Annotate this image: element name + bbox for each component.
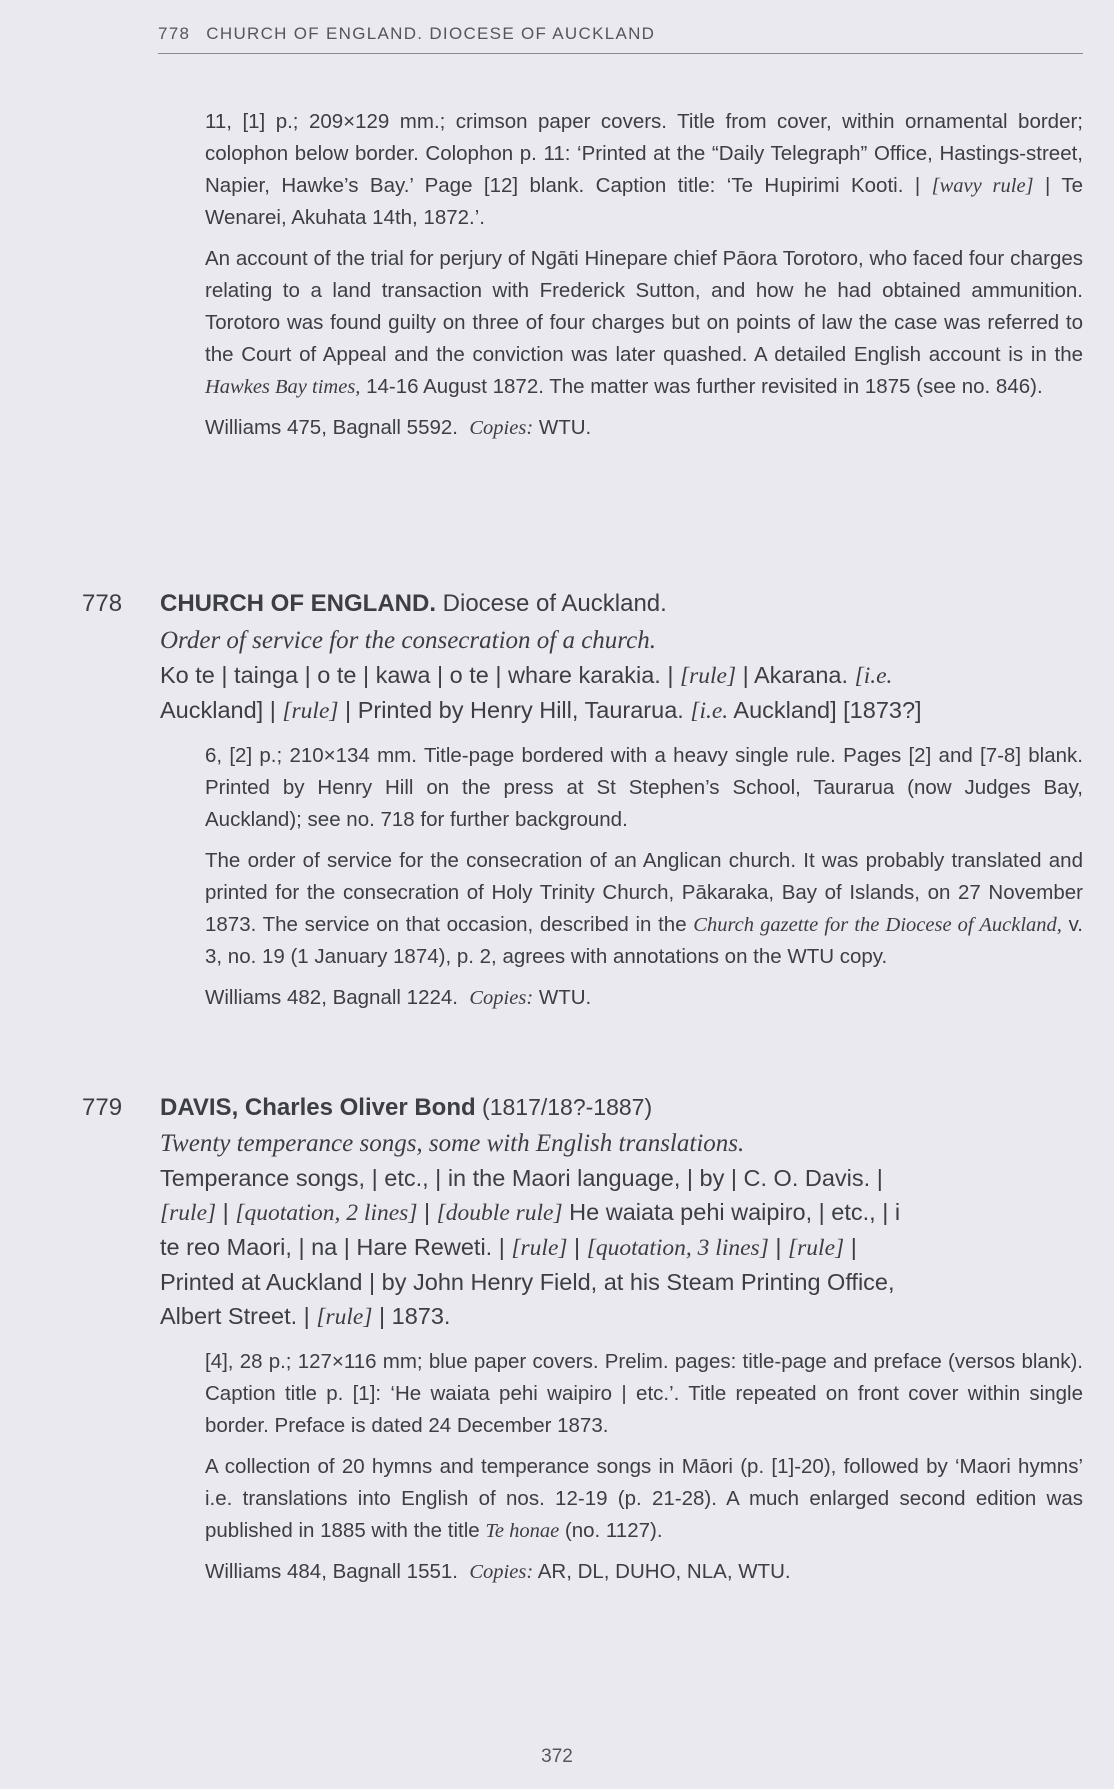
page-number: 372 bbox=[541, 1746, 573, 1767]
e779-refs-text: Williams 484, Bagnall 1551. bbox=[205, 1560, 458, 1583]
entry-779-heading bbox=[82, 1090, 1092, 1125]
running-head-number: 778 bbox=[158, 24, 191, 43]
prev-refs-text: Williams 475, Bagnall 5592. bbox=[205, 416, 458, 439]
prev-collation-text: 11, [1] p.; 209×129 mm.; crimson paper covers. Title from cover, within ornamental border; colophon below border. Colophon p. 11: ‘Printed at the “Daily Telegraph” Office, Hastings-street, Napier, Hawke’s Bay.’ Page [12] blank. Caption title: ‘Te Hupirimi Kooti. | bbox=[205, 110, 1083, 197]
running-head bbox=[158, 24, 1083, 54]
e778-refs-text: Williams 482, Bagnall 1224. bbox=[205, 986, 458, 1009]
e778-t2a: Auckland] | bbox=[160, 697, 283, 723]
e778-copies-label: Copies: bbox=[469, 987, 534, 1009]
entry-779-dates: (1817/18?-1887) bbox=[475, 1094, 653, 1120]
prev-note-text: An account of the trial for perjury of Ngāti Hinepare chief Pāora Torotoro, who faced four charges relating to a land transaction with Frederick Sutton, and how he had obtained ammunition. Torotoro was found guilty on three of four charges but on points of law the case was referred to the Court of Appeal and the conviction was later quashed. A detailed English account is in the bbox=[205, 247, 1083, 366]
e778-note-ital: Church gazette for the Diocese of Auckland, bbox=[693, 914, 1062, 936]
entry-778-collation: 6, [2] p.; 210×134 mm. Title-page bordered with a heavy single rule. Pages [2] and [7-8] blank. Printed by Henry Hill on the press at St Stephen’s School, Taurarua (now Judges Bay, Auckland); see no. 718 for further background. bbox=[205, 744, 1083, 831]
e779-t3a: te reo Maori, | na | Hare Reweti. | bbox=[160, 1234, 512, 1260]
e778-note-text: The order of service for the consecration of an Anglican church. It was probably translated and printed for the consecration of Holy Trinity Church, Pākaraka, Bay of Islands, on 27 November 1873. The service on that occasion, described in the bbox=[205, 849, 1083, 936]
e778-t2c: Auckland] [1873?] bbox=[728, 697, 922, 723]
e778-t1-ie: [i.e. bbox=[854, 663, 893, 689]
entry-779-collation: [4], 28 p.; 127×116 mm; blue paper covers. Prelim. pages: title-page and preface (versos blank). Caption title p. [1]: ‘He waiata pehi waipiro | etc.’. Title repeated on front cover within single border. Preface is dated 24 December 1873. bbox=[205, 1350, 1083, 1437]
e779-t3c: | bbox=[768, 1234, 789, 1260]
e779-t3-rule-2: [rule] bbox=[788, 1235, 845, 1261]
entry-778-title-block bbox=[160, 624, 1090, 728]
e779-copies-label: Copies: bbox=[469, 1561, 534, 1583]
e779-t2-double-rule: [double rule] bbox=[436, 1200, 563, 1226]
prev-note-ital: Hawkes Bay times, bbox=[205, 376, 361, 398]
prev-copies: WTU. bbox=[533, 416, 592, 439]
entry-778-refs bbox=[205, 982, 1083, 1014]
e779-t2a: | bbox=[216, 1199, 236, 1225]
e779-t3b: | bbox=[567, 1234, 587, 1260]
e779-t5b: | 1873. bbox=[372, 1303, 451, 1329]
e778-copies: WTU. bbox=[533, 986, 592, 1009]
prev-entry-description bbox=[205, 106, 1083, 453]
e778-t1: Ko te | tainga | o te | kawa | o te | whare karakia. | bbox=[160, 662, 680, 688]
entry-779-title-block bbox=[160, 1127, 1090, 1334]
e779-t3-rule: [rule] bbox=[511, 1235, 568, 1261]
entry-778-transcription-2 bbox=[160, 693, 1090, 728]
entry-779-description bbox=[205, 1346, 1083, 1597]
prev-collation-end: | Te Wenarei, Akuhata 14th, 1872.’. bbox=[205, 174, 1084, 229]
entry-779-refs bbox=[205, 1556, 1083, 1588]
entry-778-subheading: Diocese of Auckland. bbox=[436, 590, 667, 617]
prev-collation-ital: [wavy rule] bbox=[931, 175, 1034, 197]
prev-refs bbox=[205, 412, 1083, 444]
entry-779-name: DAVIS, Charles Oliver Bond bbox=[160, 1094, 476, 1121]
entry-778-note bbox=[205, 845, 1083, 973]
entry-779-note bbox=[205, 1451, 1083, 1547]
e778-t2-ie: [i.e. bbox=[690, 698, 729, 724]
prev-collation bbox=[205, 106, 1083, 234]
e779-t5a: Albert Street. | bbox=[160, 1303, 317, 1329]
entry-779-transcription-4: Printed at Auckland | by John Henry Field, at his Steam Printing Office, bbox=[160, 1269, 895, 1295]
e779-note-text: A collection of 20 hymns and temperance songs in Māori (p. [1]-20), followed by ‘Maori hymns’ i.e. translations into English of nos. 12-19 (p. 21-28). A much enlarged second edition was published in 1885 with the title bbox=[205, 1455, 1083, 1542]
entry-779-transcription-2 bbox=[160, 1195, 1090, 1230]
entry-779-transcription-1: Temperance songs, | etc., | in the Maori language, | by | C. O. Davis. | bbox=[160, 1165, 883, 1191]
entry-778-transcription-1 bbox=[160, 658, 1090, 693]
e778-note-end: v. 3, no. 19 (1 January 1874), p. 2, agrees with annotations on the WTU copy. bbox=[205, 913, 1083, 968]
e779-t2-rule: [rule] bbox=[160, 1200, 217, 1226]
prev-note-end: 14-16 August 1872. The matter was further revisited in 1875 (see no. 846). bbox=[360, 375, 1043, 398]
e779-t2c: He waiata pehi waipiro, | etc., | i bbox=[562, 1199, 901, 1225]
e778-t1-rule: [rule] bbox=[679, 663, 737, 689]
e779-t5-rule: [rule] bbox=[316, 1304, 373, 1330]
e779-copies: AR, DL, DUHO, NLA, WTU. bbox=[533, 1560, 791, 1583]
e778-t2-rule: [rule] bbox=[282, 698, 339, 724]
prev-copies-label: Copies: bbox=[469, 417, 534, 439]
e779-t3d: | bbox=[844, 1234, 857, 1260]
entry-779-transcription-3 bbox=[160, 1230, 1090, 1265]
entry-778-name: CHURCH OF ENGLAND. bbox=[160, 590, 436, 617]
prev-note bbox=[205, 243, 1083, 403]
e778-t2b: | Printed by Henry Hill, Taurarua. bbox=[338, 697, 691, 723]
entry-778-number: 778 bbox=[82, 590, 123, 617]
e779-t2b: | bbox=[417, 1199, 437, 1225]
running-head-text: CHURCH OF ENGLAND. DIOCESE OF AUCKLAND bbox=[206, 24, 656, 43]
e778-t1b: | Akarana. bbox=[736, 662, 855, 688]
e779-t3-quotation: [quotation, 3 lines] bbox=[586, 1235, 769, 1261]
entry-779-uniform-title: Twenty temperance songs, some with English translations. bbox=[160, 1130, 745, 1157]
e779-note-end: (no. 1127). bbox=[559, 1519, 663, 1542]
entry-779-transcription-5 bbox=[160, 1299, 1090, 1334]
entry-778-heading bbox=[82, 587, 1092, 621]
e779-t2-quotation: [quotation, 2 lines] bbox=[235, 1200, 418, 1226]
entry-778-description bbox=[205, 740, 1083, 1023]
e779-note-ital: Te honae bbox=[485, 1520, 560, 1542]
entry-778-uniform-title: Order of service for the consecration of a church. bbox=[160, 627, 656, 654]
entry-779-number: 779 bbox=[82, 1094, 123, 1121]
